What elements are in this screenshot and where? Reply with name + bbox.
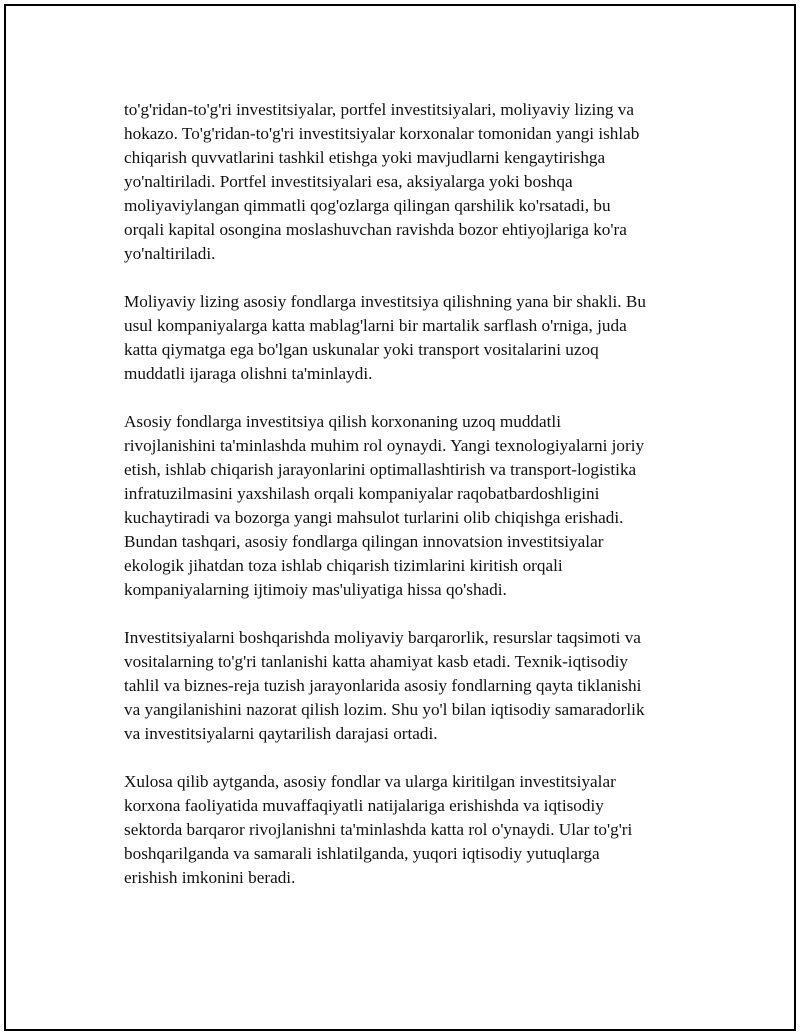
text-line: sektorda barqaror rivojlanishni ta'minlashda katta rol o'ynaydi. Ular to'g'ri <box>124 820 633 839</box>
text-line: hokazo. To'g'ridan-to'g'ri investitsiyalar korxonalar tomonidan yangi ishlab <box>124 124 640 143</box>
text-line: va investitsiyalarni qaytarilish darajasi ortadi. <box>124 724 438 743</box>
paragraph-investment-management <box>124 626 704 746</box>
text-line: chiqarish quvvatlarini tashkil etishga yoki mavjudlarni kengaytirishga <box>124 148 606 167</box>
text-line: erishish imkonini beradi. <box>124 868 296 887</box>
text-line: kompaniyalarning ijtimoiy mas'uliyatiga hissa qo'shadi. <box>124 580 507 599</box>
text-line: moliyaviylangan qimmatli qog'ozlarga qilingan qarshilik ko'rsatadi, bu <box>124 196 611 215</box>
text-line: Investitsiyalarni boshqarishda moliyaviy barqarorlik, resurslar taqsimoti va <box>124 628 641 647</box>
text-line: to'g'ridan-to'g'ri investitsiyalar, portfel investitsiyalari, moliyaviy lizing va <box>124 100 635 119</box>
text-line: rivojlanishini ta'minlashda muhim rol oynaydi. Yangi texnologiyalarni joriy <box>124 436 645 455</box>
text-line: Asosiy fondlarga investitsiya qilish korxonaning uzoq muddatli <box>124 412 561 431</box>
text-line: Xulosa qilib aytganda, asosiy fondlar va ularga kiritilgan investitsiyalar <box>124 772 616 791</box>
text-line: yo'naltiriladi. Portfel investitsiyalari esa, aksiyalarga yoki boshqa <box>124 172 573 191</box>
text-line: etish, ishlab chiqarish jarayonlarini optimallashtirish va transport-logistika <box>124 460 637 479</box>
text-line: muddatli ijaraga olishni ta'minlaydi. <box>124 364 373 383</box>
text-line: vositalarning to'g'ri tanlanishi katta ahamiyat kasb etadi. Texnik-iqtisodiy <box>124 652 628 671</box>
paragraph-long-term-development <box>124 410 704 602</box>
text-line: katta qiymatga ega bo'lgan uskunalar yoki transport vositalarini uzoq <box>124 340 599 359</box>
text-line: orqali kapital osongina moslashuvchan ravishda bozor ehtiyojlariga ko'ra <box>124 220 627 239</box>
text-line: yo'naltiriladi. <box>124 244 216 263</box>
text-line: infratuzilmasini yaxshilash orqali kompaniyalar raqobatbardoshligini <box>124 484 600 503</box>
text-line: Moliyaviy lizing asosiy fondlarga investitsiya qilishning yana bir shakli. Bu <box>124 292 646 311</box>
text-line: kuchaytiradi va bozorga yangi mahsulot turlarini olib chiqishga erishadi. <box>124 508 624 527</box>
document-body <box>124 98 704 914</box>
page-frame <box>4 4 796 1031</box>
paragraph-conclusion <box>124 770 704 890</box>
text-line: korxona faoliyatida muvaffaqiyatli natijalariga erishishda va iqtisodiy <box>124 796 604 815</box>
text-line: va yangilanishini nazorat qilish lozim. Shu yo'l bilan iqtisodiy samaradorlik <box>124 700 645 719</box>
text-line: Bundan tashqari, asosiy fondlarga qilingan innovatsion investitsiyalar <box>124 532 604 551</box>
text-line: ekologik jihatdan toza ishlab chiqarish tizimlarini kiritish orqali <box>124 556 563 575</box>
text-line: boshqarilganda va samarali ishlatilganda, yuqori iqtisodiy yutuqlarga <box>124 844 600 863</box>
text-line: tahlil va biznes-reja tuzish jarayonlarida asosiy fondlarning qayta tiklanishi <box>124 676 642 695</box>
text-line: usul kompaniyalarga katta mablag'larni bir martalik sarflash o'rniga, juda <box>124 316 627 335</box>
paragraph-financial-leasing <box>124 290 704 386</box>
paragraph-investment-types <box>124 98 704 266</box>
